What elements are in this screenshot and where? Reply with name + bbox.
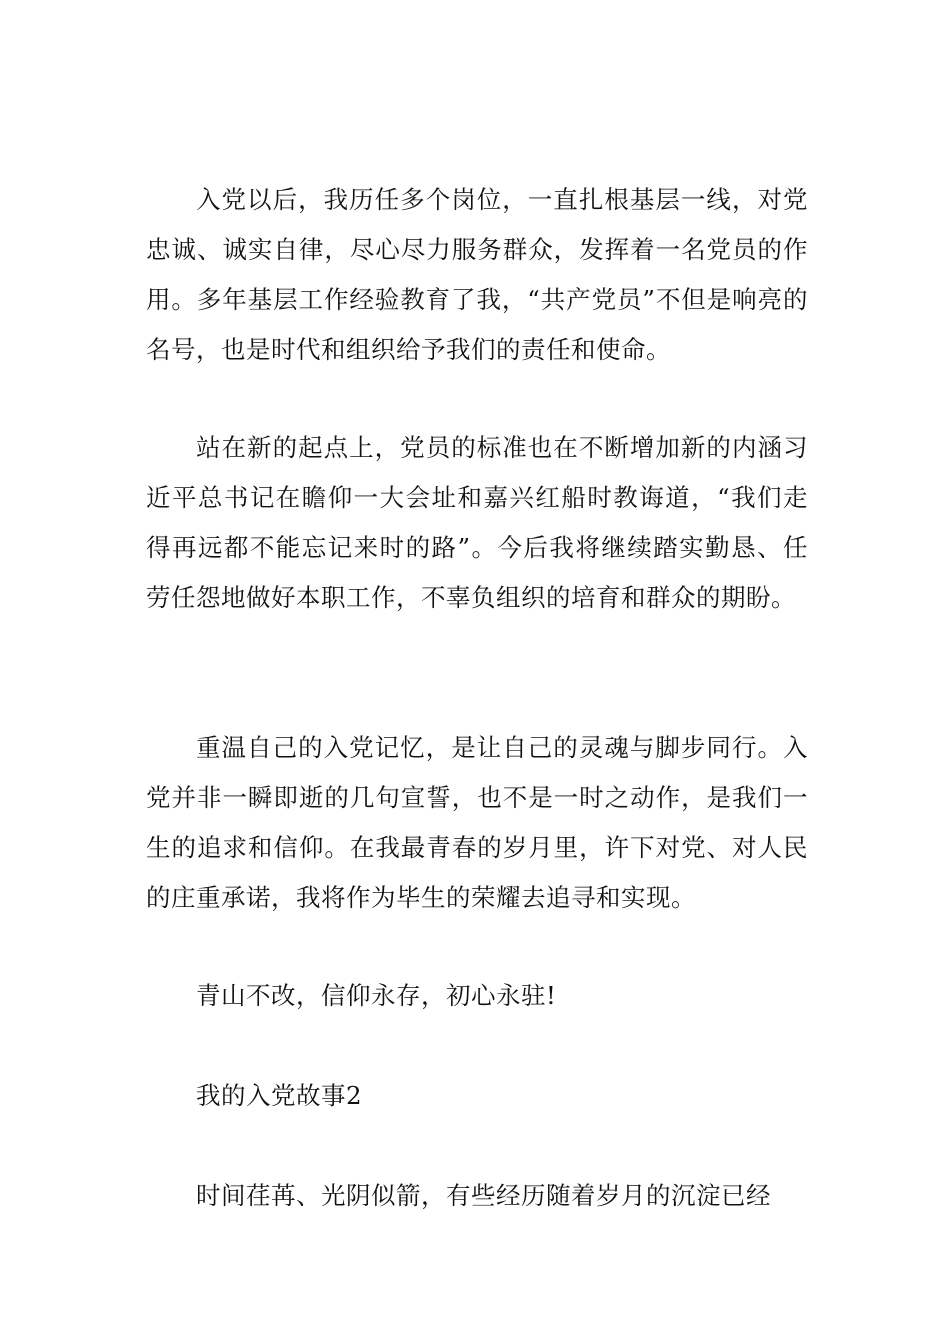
- paragraph-revisit-memory: 重温自己的入党记忆，是让自己的灵魂与脚步同行。入党并非一瞬即逝的几句宣誓，也不是一时之动作，是我们一生的追求和信仰。在我最青春的岁月里，许下对党、对人民的庄重承诺，我将作为毕生的荣耀去追寻和实现。: [146, 733, 808, 912]
- paragraph-slogan: 青山不改，信仰永存，初心永驻!: [196, 981, 557, 1010]
- section-heading-story-2: 我的入党故事2: [196, 1081, 363, 1110]
- paragraph-after-joining-party: 入党以后，我历任多个岗位，一直扎根基层一线，对党忠诚、诚实自律，尽心尽力服务群众，发挥着一名党员的作用。多年基层工作经验教育了我，“共产党员”不但是响亮的名号，也是时代和组织给予我们的责任和使命。: [146, 185, 808, 364]
- paragraph-time-flies: 时间荏苒、光阴似箭，有些经历随着岁月的沉淀已经: [196, 1181, 771, 1210]
- paragraph-new-starting-point: 站在新的起点上，党员的标准也在不断增加新的内涵习近平总书记在瞻仰一大会址和嘉兴红船时教诲道，“我们走得再远都不能忘记来时的路”。今后我将继续踏实勤恳、任劳任怨地做好本职工作，不辜负组织的培育和群众的期盼。: [146, 433, 808, 612]
